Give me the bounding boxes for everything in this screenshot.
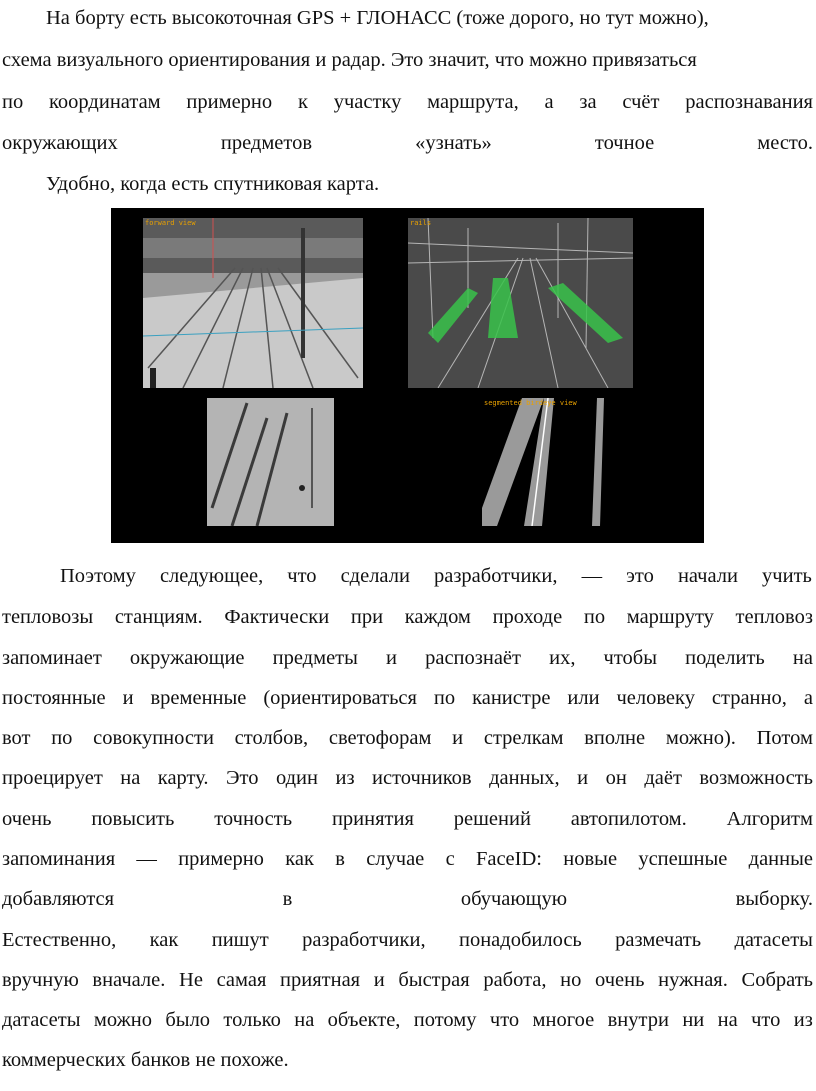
- word: на: [792, 647, 813, 669]
- word: светофорам: [328, 727, 432, 749]
- word: окружающие: [129, 647, 245, 669]
- word: с: [445, 848, 455, 870]
- word: примерно: [186, 91, 273, 113]
- word: маршрута,: [427, 91, 519, 113]
- word: и: [452, 727, 464, 749]
- word: следующее,: [159, 565, 264, 587]
- word: распознавания: [685, 91, 813, 113]
- word: и: [373, 969, 385, 991]
- segmented-birdeye-label: segmented birdeye view: [484, 399, 577, 407]
- word: один: [275, 767, 318, 789]
- word: а: [803, 687, 813, 709]
- word: данные: [748, 848, 813, 870]
- word: но: [560, 969, 582, 991]
- word: человеку: [616, 687, 695, 709]
- word: как: [149, 929, 179, 951]
- word: объекте,: [327, 1009, 401, 1031]
- word: в: [282, 888, 293, 910]
- word: при: [350, 606, 384, 628]
- word: ни: [682, 1009, 705, 1031]
- word: канистре: [472, 687, 551, 709]
- word: участку: [333, 91, 402, 113]
- word: пишут: [211, 929, 269, 951]
- word: это: [626, 565, 654, 587]
- word: по: [433, 687, 456, 709]
- paragraph-2-line-6: [2, 764, 813, 792]
- word: странно,: [711, 687, 787, 709]
- word: выборку.: [735, 888, 813, 910]
- word: примерно: [178, 848, 264, 870]
- word: очень: [595, 969, 645, 991]
- paragraph-2-line-2: [2, 603, 813, 631]
- word: проходе: [492, 606, 563, 628]
- paragraph-1-line-3: [2, 88, 813, 116]
- forward-view-image: [143, 218, 363, 388]
- word: и: [577, 767, 589, 789]
- word: и: [122, 687, 134, 709]
- word: Естественно,: [2, 929, 117, 951]
- word: Потом: [756, 727, 813, 749]
- word: вот: [2, 727, 31, 749]
- word: Поэтому: [60, 565, 136, 587]
- birdeye-view-panel: [207, 398, 334, 526]
- word: —: [581, 565, 603, 587]
- word: проецирует: [2, 767, 103, 789]
- paragraph-2-line-10: [2, 926, 813, 954]
- vision-figure: [111, 208, 704, 543]
- word: тепловоз: [735, 606, 813, 628]
- word: место.: [757, 132, 813, 154]
- word: —: [136, 848, 157, 870]
- word: предметы: [272, 647, 358, 669]
- word: совокупности: [93, 727, 214, 749]
- word: возможность: [699, 767, 813, 789]
- word: запоминает: [2, 647, 102, 669]
- word: многое: [532, 1009, 595, 1031]
- word: временные: [150, 687, 247, 709]
- word: «узнать»: [415, 132, 492, 154]
- word: Собрать: [741, 969, 813, 991]
- paragraph-2-line-7: [2, 805, 813, 833]
- word: из: [793, 1009, 813, 1031]
- word: счёт: [622, 91, 660, 113]
- word: чтобы: [603, 647, 657, 669]
- word: из: [335, 767, 355, 789]
- word: координатам: [49, 91, 161, 113]
- word: на: [294, 1009, 315, 1031]
- word: на: [120, 767, 141, 789]
- word: точное: [594, 132, 655, 154]
- word: приятная: [280, 969, 361, 991]
- word: и: [386, 647, 397, 669]
- word: на: [717, 1009, 738, 1031]
- paragraph-1-line-5: Удобно, когда есть спутниковая карта.: [46, 173, 380, 195]
- word: можно: [93, 1009, 152, 1031]
- word: было: [165, 1009, 211, 1031]
- paragraph-2-line-8: [2, 845, 813, 873]
- word: карту.: [157, 767, 209, 789]
- rails-panel: [408, 218, 633, 388]
- word: источников: [372, 767, 472, 789]
- word: постоянные: [2, 687, 106, 709]
- word: к: [297, 91, 308, 113]
- word: вполне: [584, 727, 646, 749]
- word: повысить: [91, 808, 175, 830]
- paragraph-2-line-4: [2, 684, 813, 712]
- word: данных,: [489, 767, 560, 789]
- paragraph-2-line-1: [60, 562, 812, 590]
- rails-image: [408, 218, 633, 388]
- word: случае: [366, 848, 425, 870]
- word: учить: [762, 565, 812, 587]
- word: только: [223, 1009, 281, 1031]
- word: что: [287, 565, 317, 587]
- word: быстрая: [398, 969, 470, 991]
- word: успешные: [638, 848, 728, 870]
- word: Фактически: [224, 606, 330, 628]
- word: вначале.: [92, 969, 166, 991]
- birdeye-view-image: [207, 398, 334, 526]
- word: очень: [2, 808, 52, 830]
- word: запоминания: [2, 848, 116, 870]
- word: работа,: [483, 969, 547, 991]
- word: разработчики,: [433, 565, 558, 587]
- word: добавляются: [2, 888, 115, 910]
- paragraph-1-line-1: На борту есть высокоточная GPS + ГЛОНАСС (тоже дорого, но тут можно),: [46, 7, 709, 29]
- word: окружающих: [2, 132, 118, 154]
- word: обучающую: [460, 888, 568, 910]
- word: а: [544, 91, 554, 113]
- paragraph-2-line-11: [2, 966, 813, 994]
- word: в: [335, 848, 345, 870]
- word: потому: [413, 1009, 477, 1031]
- word: датасеты: [734, 929, 813, 951]
- word: принятия: [331, 808, 414, 830]
- word: размечать: [615, 929, 702, 951]
- word: начали: [677, 565, 738, 587]
- paragraph-1-line-4: [2, 129, 813, 157]
- word: новые: [563, 848, 618, 870]
- word: за: [579, 91, 597, 113]
- word: автопилотом.: [570, 808, 687, 830]
- word: их,: [549, 647, 576, 669]
- word: маршруту: [626, 606, 714, 628]
- paragraph-2-line-5: [2, 724, 813, 752]
- word: решений: [453, 808, 531, 830]
- word: вручную: [2, 969, 79, 991]
- word: FaceID:: [475, 848, 542, 870]
- word: Алгоритм: [726, 808, 813, 830]
- word: Это: [226, 767, 259, 789]
- word: по: [51, 727, 73, 749]
- word: предметов: [220, 132, 313, 154]
- paragraph-2-line-13: коммерческих банков не похоже.: [2, 1049, 289, 1071]
- word: что: [751, 1009, 781, 1031]
- word: стрелкам: [483, 727, 564, 749]
- word: сделали: [340, 565, 410, 587]
- word: как: [285, 848, 314, 870]
- word: внутри: [607, 1009, 669, 1031]
- word: понадобилось: [458, 929, 582, 951]
- word: можно).: [665, 727, 736, 749]
- word: каждом: [404, 606, 471, 628]
- word: датасеты: [2, 1009, 81, 1031]
- forward-view-panel: [143, 218, 363, 388]
- segmented-birdeye-image: [482, 398, 609, 526]
- word: или: [567, 687, 600, 709]
- rails-label: rails: [410, 219, 432, 227]
- word: даёт: [644, 767, 682, 789]
- forward-view-label: forward view: [145, 219, 196, 227]
- word: разработчики,: [302, 929, 426, 951]
- word: самая: [216, 969, 267, 991]
- word: распознаёт: [425, 647, 521, 669]
- word: столбов,: [234, 727, 309, 749]
- segmented-birdeye-panel: [482, 398, 609, 526]
- paragraph-1-line-2: схема визуального ориентирования и радар. Это значит, что можно привязаться: [2, 49, 697, 71]
- word: он: [605, 767, 627, 789]
- word: по: [583, 606, 606, 628]
- paragraph-2-line-3: [2, 644, 813, 672]
- word: по: [2, 91, 24, 113]
- word: нужная.: [658, 969, 728, 991]
- paragraph-2-line-12: [2, 1006, 813, 1034]
- word: Не: [179, 969, 203, 991]
- word: (ориентироваться: [263, 687, 417, 709]
- word: поделить: [685, 647, 765, 669]
- word: станциям.: [114, 606, 203, 628]
- word: тепловозы: [2, 606, 94, 628]
- word: точность: [214, 808, 293, 830]
- paragraph-2-line-9: [2, 885, 813, 913]
- word: что: [489, 1009, 520, 1031]
